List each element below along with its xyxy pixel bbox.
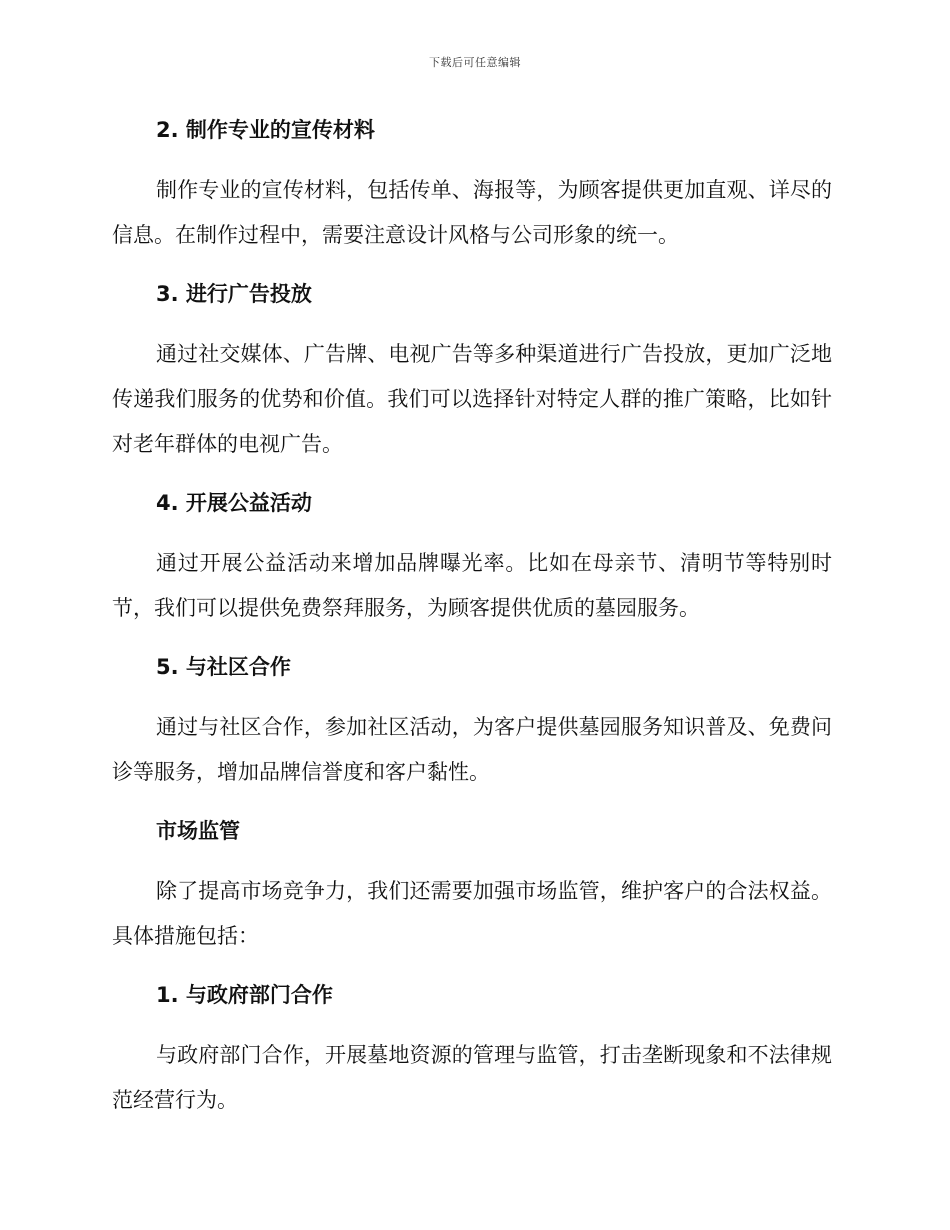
section-paragraph: 与政府部门合作，开展墓地资源的管理与监管，打击垄断现象和不法律规范经营行为。 — [112, 1043, 832, 1112]
section-promo-materials — [112, 108, 832, 272]
page-header-note: 下载后可任意编辑 — [429, 56, 521, 69]
section-advertising — [112, 272, 832, 481]
section-heading: 4. 开展公益活动 — [156, 491, 312, 515]
section-heading: 1. 与政府部门合作 — [156, 983, 333, 1007]
document-body — [112, 108, 832, 1123]
section-paragraph: 除了提高市场竞争力，我们还需要加强市场监管，维护客户的合法权益。具体措施包括： — [112, 879, 832, 948]
section-heading: 3. 进行广告投放 — [156, 282, 312, 306]
section-market-supervision — [112, 809, 832, 973]
section-government-cooperation — [112, 973, 832, 1123]
section-public-welfare — [112, 481, 832, 645]
section-heading: 2. 制作专业的宣传材料 — [156, 118, 375, 142]
section-community — [112, 645, 832, 809]
section-paragraph: 通过社交媒体、广告牌、电视广告等多种渠道进行广告投放，更加广泛地传递我们服务的优势和价值。我们可以选择针对特定人群的推广策略，比如针对老年群体的电视广告。 — [112, 342, 832, 456]
section-paragraph: 制作专业的宣传材料，包括传单、海报等，为顾客提供更加直观、详尽的信息。在制作过程中，需要注意设计风格与公司形象的统一。 — [112, 178, 832, 247]
section-heading: 市场监管 — [156, 819, 240, 843]
section-heading: 5. 与社区合作 — [156, 655, 291, 679]
section-paragraph: 通过与社区合作，参加社区活动，为客户提供墓园服务知识普及、免费问诊等服务，增加品牌信誉度和客户黏性。 — [112, 715, 832, 784]
section-paragraph: 通过开展公益活动来增加品牌曝光率。比如在母亲节、清明节等特别时节，我们可以提供免费祭拜服务，为顾客提供优质的墓园服务。 — [112, 551, 832, 620]
